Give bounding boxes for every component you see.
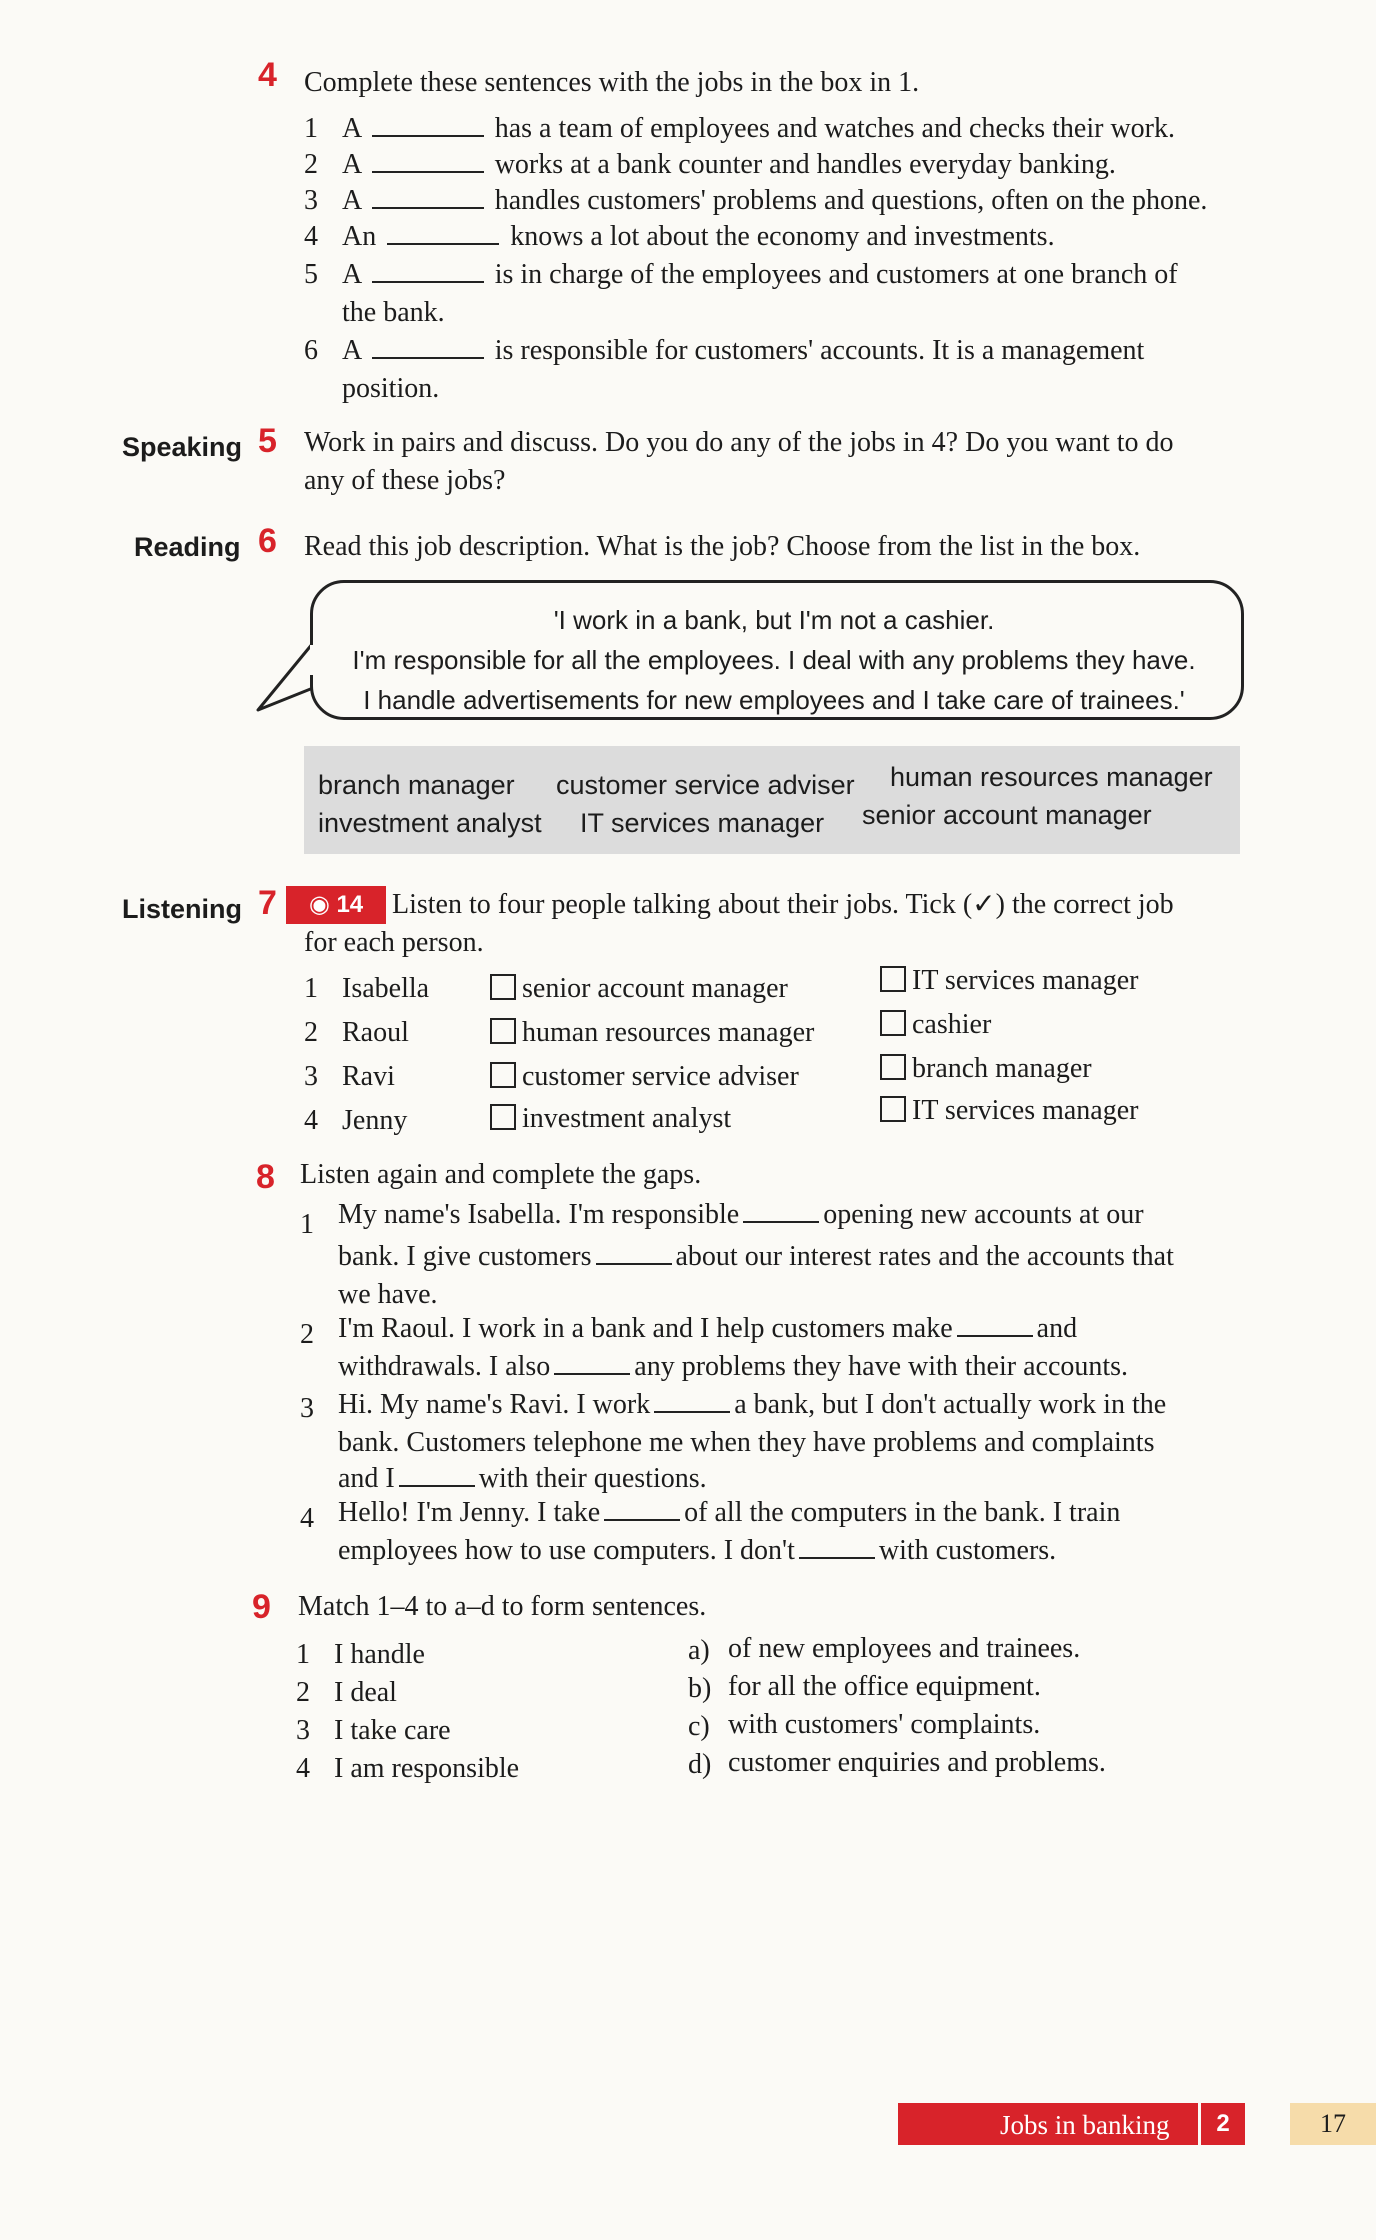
ex4-item-3-gap[interactable]: [372, 183, 484, 209]
exercise-8-number: 8: [256, 1158, 275, 1196]
ex8-item-4-line-1: [338, 1494, 1120, 1532]
checkbox[interactable]: [490, 1104, 516, 1130]
ex4-item-4: [342, 218, 1055, 256]
text: with their questions.: [478, 1463, 707, 1494]
exercise-7-line-2: for each person.: [304, 927, 484, 958]
ex9-left-3-number: 3: [296, 1715, 310, 1746]
ex4-item-5-gap[interactable]: [372, 257, 484, 283]
checkbox[interactable]: [490, 1062, 516, 1088]
checkbox[interactable]: [880, 1010, 906, 1036]
text: and I: [338, 1463, 395, 1494]
exercise-5-line-1: Work in pairs and discuss. Do you do any of the jobs in 4? Do you want to do: [304, 427, 1174, 458]
ex4-item-5-number: 5: [304, 259, 318, 290]
checkbox[interactable]: [880, 1054, 906, 1080]
text: My name's Isabella. I'm responsible: [338, 1199, 740, 1230]
ex7-row-4-name: Jenny: [342, 1105, 408, 1136]
box-item-senior-account-manager: senior account manager: [862, 800, 1152, 830]
text: a bank, but I don't actually work in the: [734, 1389, 1167, 1420]
ex7-row-2-number: 2: [304, 1017, 318, 1048]
ex8-item-4-number: 4: [300, 1503, 314, 1534]
ex4-item-6-text: is responsible for customers' accounts. It is a management: [494, 335, 1145, 366]
ex7-row-1-number: 1: [304, 973, 318, 1004]
ex7-row-3-option-2[interactable]: [880, 1050, 1092, 1088]
ex4-item-6: [342, 332, 1144, 370]
ex4-item-4-number: 4: [304, 221, 318, 252]
ex8-item-2-line-2: [338, 1348, 1128, 1386]
ex7-row-1-option-1[interactable]: [490, 970, 788, 1008]
ex4-item-5-article: A: [342, 259, 361, 290]
text: Hi. My name's Ravi. I work: [338, 1389, 651, 1420]
ex8-item-1-line-3: we have.: [338, 1279, 438, 1310]
exercise-9-instruction: Match 1–4 to a–d to form sentences.: [298, 1591, 707, 1622]
checkbox[interactable]: [490, 1018, 516, 1044]
ex9-right-a-letter: a): [688, 1635, 710, 1666]
option-label: senior account manager: [522, 973, 788, 1004]
ex8-item-4-line-2: [338, 1532, 1056, 1570]
box-item-human-resources-manager: human resources manager: [890, 762, 1213, 792]
audio-track-button[interactable]: [286, 886, 386, 924]
quote-line-1: 'I work in a bank, but I'm not a cashier.: [553, 605, 995, 635]
ex7-row-3-number: 3: [304, 1061, 318, 1092]
checkbox[interactable]: [880, 1096, 906, 1122]
ex4-item-3-article: A: [342, 185, 361, 216]
ex7-row-3-option-1[interactable]: [490, 1058, 799, 1096]
gap[interactable]: [957, 1311, 1033, 1337]
ex9-right-a: of new employees and trainees.: [728, 1633, 1081, 1664]
audio-cd-icon: ◉: [308, 891, 330, 918]
ex4-item-1-number: 1: [304, 113, 318, 144]
option-label: IT services manager: [912, 1095, 1139, 1126]
ex9-left-2: I deal: [334, 1677, 397, 1708]
quote-line-3: I handle advertisements for new employees and I take care of trainees.': [363, 685, 1185, 715]
ex8-item-3-line-2: bank. Customers telephone me when they have problems and complaints: [338, 1427, 1155, 1458]
box-item-customer-service-adviser: customer service adviser: [556, 770, 855, 800]
ex4-item-6-gap[interactable]: [372, 333, 484, 359]
ex9-left-3: I take care: [334, 1715, 451, 1746]
ex4-item-6-article: A: [342, 335, 361, 366]
box-item-branch-manager: branch manager: [318, 770, 515, 800]
ex4-item-2: [342, 146, 1116, 184]
ex4-item-6-cont: position.: [342, 373, 440, 404]
ex8-item-1-number: 1: [300, 1209, 314, 1240]
footer-unit-number: 2: [1198, 2103, 1245, 2145]
text: employees how to use computers. I don't: [338, 1535, 795, 1566]
ex9-right-b: for all the office equipment.: [728, 1671, 1041, 1702]
gap[interactable]: [399, 1461, 475, 1487]
gap[interactable]: [596, 1239, 672, 1265]
exercise-6-instruction: Read this job description. What is the job? Choose from the list in the box.: [304, 531, 1141, 562]
ex4-item-3: [342, 182, 1207, 220]
ex4-item-3-number: 3: [304, 185, 318, 216]
text: Hello! I'm Jenny. I take: [338, 1497, 601, 1528]
ex9-left-1: I handle: [334, 1639, 425, 1670]
ex7-row-4-option-2[interactable]: [880, 1092, 1139, 1130]
ex4-item-5: [342, 256, 1178, 294]
text: any problems they have with their accounts.: [634, 1351, 1129, 1382]
box-item-investment-analyst: investment analyst: [318, 808, 542, 838]
exercise-5-line-2: any of these jobs?: [304, 465, 506, 496]
ex9-left-4: I am responsible: [334, 1753, 520, 1784]
option-label: cashier: [912, 1009, 992, 1040]
ex9-right-c-letter: c): [688, 1711, 710, 1742]
ex7-row-1-option-2[interactable]: [880, 962, 1139, 1000]
listening-label: Listening: [122, 894, 242, 924]
exercise-4-number: 4: [258, 56, 277, 94]
speaking-label: Speaking: [122, 432, 243, 462]
footer-unit-title: Jobs in banking: [1000, 2110, 1170, 2140]
ex7-row-2-option-1[interactable]: [490, 1014, 814, 1052]
ex4-item-1-gap[interactable]: [372, 111, 484, 137]
ex8-item-2-line-1: [338, 1310, 1077, 1348]
text: I'm Raoul. I work in a bank and I help customers make: [338, 1313, 953, 1344]
ex4-item-4-article: An: [342, 221, 377, 252]
text: withdrawals. I also: [338, 1351, 551, 1382]
ex8-item-3-line-3: [338, 1460, 707, 1498]
ex4-item-2-text: works at a bank counter and handles everyday banking.: [494, 149, 1116, 180]
ex4-item-1-text: has a team of employees and watches and checks their work.: [494, 113, 1175, 144]
ex7-row-2-name: Raoul: [342, 1017, 409, 1048]
text: opening new accounts at our: [823, 1199, 1144, 1230]
ex9-left-4-number: 4: [296, 1753, 310, 1784]
ex8-item-1-line-2: [338, 1238, 1174, 1276]
text: and: [1036, 1313, 1078, 1344]
option-label: human resources manager: [522, 1017, 815, 1048]
ex9-left-1-number: 1: [296, 1639, 310, 1670]
ex4-item-3-text: handles customers' problems and questions, often on the phone.: [494, 185, 1208, 216]
page-number: 17: [1290, 2103, 1376, 2145]
checkbox[interactable]: [490, 974, 516, 1000]
gap[interactable]: [554, 1349, 630, 1375]
ex9-right-d-letter: d): [688, 1749, 712, 1780]
ex7-row-4-number: 4: [304, 1105, 318, 1136]
ex4-item-1-article: A: [342, 113, 361, 144]
option-label: IT services manager: [912, 965, 1139, 996]
option-label: branch manager: [912, 1053, 1092, 1084]
gap[interactable]: [654, 1387, 730, 1413]
ex4-item-5-cont: the bank.: [342, 297, 445, 328]
gap[interactable]: [743, 1197, 819, 1223]
ex4-item-2-number: 2: [304, 149, 318, 180]
ex7-row-1-name: Isabella: [342, 973, 430, 1004]
ex7-row-4-option-1[interactable]: [490, 1100, 731, 1138]
ex7-row-3-name: Ravi: [342, 1061, 395, 1092]
ex9-left-2-number: 2: [296, 1677, 310, 1708]
box-item-it-services-manager: IT services manager: [580, 808, 825, 838]
ex8-item-3-line-1: [338, 1386, 1166, 1424]
gap[interactable]: [799, 1533, 875, 1559]
ex8-item-2-number: 2: [300, 1319, 314, 1350]
exercise-7-line-1: Listen to four people talking about their jobs. Tick (✓) the correct job: [392, 889, 1174, 920]
ex9-right-c: with customers' complaints.: [728, 1709, 1041, 1740]
ex4-item-1: [342, 110, 1175, 148]
text: of all the computers in the bank. I train: [684, 1497, 1121, 1528]
exercise-5-number: 5: [258, 422, 277, 460]
option-label: investment analyst: [522, 1103, 732, 1134]
ex8-item-3-number: 3: [300, 1393, 314, 1424]
reading-label: Reading: [134, 532, 241, 562]
audio-track-number: 14: [336, 891, 364, 918]
option-label: customer service adviser: [522, 1061, 799, 1092]
ex7-row-2-option-2[interactable]: [880, 1006, 991, 1044]
checkbox[interactable]: [880, 966, 906, 992]
ex9-right-d: customer enquiries and problems.: [728, 1747, 1106, 1778]
ex9-right-b-letter: b): [688, 1673, 712, 1704]
ex8-item-1-line-1: [338, 1196, 1144, 1234]
ex4-item-2-gap[interactable]: [372, 147, 484, 173]
ex4-item-6-number: 6: [304, 335, 318, 366]
exercise-8-instruction: Listen again and complete the gaps.: [300, 1159, 702, 1190]
exercise-6-number: 6: [258, 522, 277, 560]
ex4-item-5-text: is in charge of the employees and customers at one branch of: [494, 259, 1178, 290]
text: bank. I give customers: [338, 1241, 592, 1272]
exercise-9-number: 9: [252, 1588, 271, 1626]
exercise-7-number: 7: [258, 884, 277, 922]
gap[interactable]: [604, 1495, 680, 1521]
text: about our interest rates and the accounts that: [675, 1241, 1174, 1272]
ex4-item-4-gap[interactable]: [387, 219, 499, 245]
ex4-item-4-text: knows a lot about the economy and investments.: [510, 221, 1055, 252]
exercise-4-instruction: Complete these sentences with the jobs in the box in 1.: [304, 67, 920, 98]
ex4-item-2-article: A: [342, 149, 361, 180]
quote-line-2: I'm responsible for all the employees. I deal with any problems they have.: [352, 645, 1196, 675]
text: with customers.: [878, 1535, 1057, 1566]
